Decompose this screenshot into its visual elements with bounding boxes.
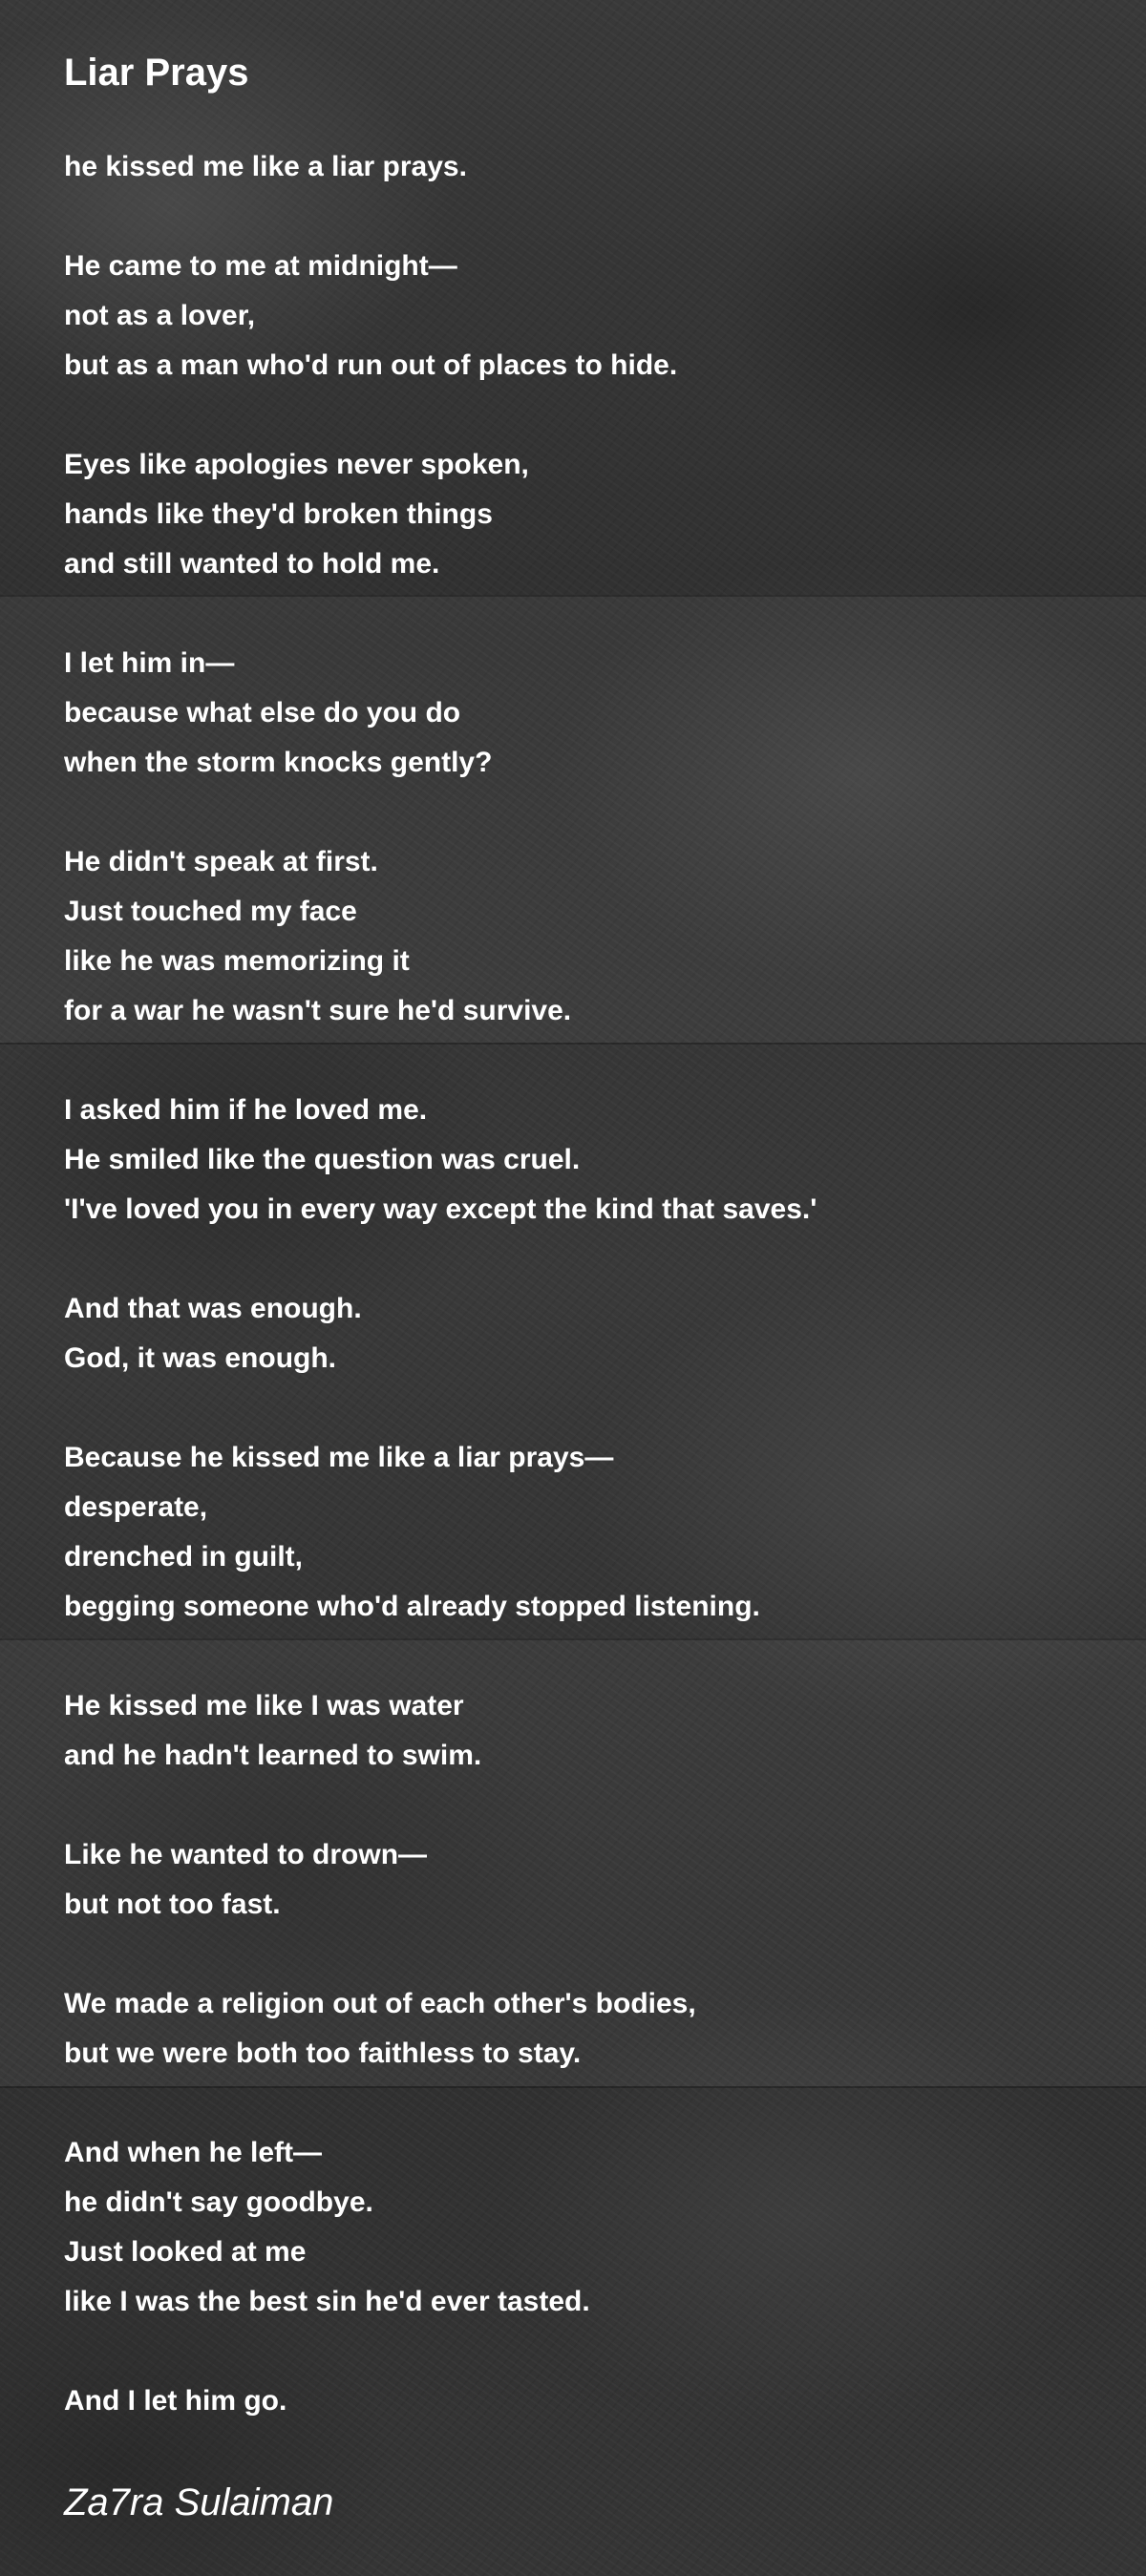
stanza xyxy=(64,440,1095,589)
poem-line: Like he wanted to drown— xyxy=(64,1839,428,1870)
poem-line: and he hadn't learned to swim. xyxy=(64,1740,482,1771)
poem-line: he kissed me like a liar prays. xyxy=(64,151,467,182)
poem-content xyxy=(64,46,1095,2529)
poem-author: Za7ra Sulaiman xyxy=(64,2481,334,2523)
poem-line: drenched in guilt, xyxy=(64,1541,304,1573)
stanza xyxy=(64,2128,1095,2327)
poem-line: I let him in— xyxy=(64,647,235,679)
poem-line: I asked him if he loved me. xyxy=(64,1094,428,1126)
poem-line: He kissed me like I was water xyxy=(64,1690,464,1721)
poem-line: but we were both too faithless to stay. xyxy=(64,2038,582,2069)
poem-line: Eyes like apologies never spoken, xyxy=(64,449,529,480)
poem-line: and still wanted to hold me. xyxy=(64,548,440,580)
poem-line: And that was enough. xyxy=(64,1293,362,1324)
poem-line: He didn't speak at first. xyxy=(64,846,378,877)
poem-line: 'I've loved you in every way except the kind that saves.' xyxy=(64,1193,817,1225)
poem-line: for a war he wasn't sure he'd survive. xyxy=(64,995,572,1026)
stanza xyxy=(64,639,1095,788)
stanza xyxy=(64,1086,1095,1235)
poem-line: Just looked at me xyxy=(64,2236,307,2268)
stanza xyxy=(64,242,1095,391)
stanza xyxy=(64,1433,1095,1632)
stanza xyxy=(64,142,1095,192)
poem-line: He came to me at midnight— xyxy=(64,250,457,282)
poem-line: hands like they'd broken things xyxy=(64,498,493,530)
poem-line: but as a man who'd run out of places to hide. xyxy=(64,349,678,381)
poem-title: Liar Prays xyxy=(64,52,249,94)
poem-line: Because he kissed me like a liar prays— xyxy=(64,1442,614,1473)
stanza xyxy=(64,1979,1095,2079)
stanza xyxy=(64,2376,1095,2426)
poem-body xyxy=(64,142,1095,2426)
poem-line: desperate, xyxy=(64,1491,208,1523)
poem-line: like I was the best sin he'd ever tasted. xyxy=(64,2286,590,2317)
poem-line: He smiled like the question was cruel. xyxy=(64,1144,581,1175)
stanza xyxy=(64,837,1095,1036)
stanza xyxy=(64,1830,1095,1930)
poem-line: And when he left— xyxy=(64,2137,322,2168)
poem-line: but not too fast. xyxy=(64,1889,281,1920)
poem-line: like he was memorizing it xyxy=(64,945,410,977)
poem-line: And I let him go. xyxy=(64,2385,287,2417)
stanza xyxy=(64,1284,1095,1383)
poem-line: because what else do you do xyxy=(64,697,461,728)
poem-line: begging someone who'd already stopped listening. xyxy=(64,1591,760,1622)
stanza xyxy=(64,1681,1095,1781)
poem-line: he didn't say goodbye. xyxy=(64,2186,373,2218)
poem-line: not as a lover, xyxy=(64,300,256,331)
poem-line: We made a religion out of each other's bodies, xyxy=(64,1988,696,2019)
poem-line: God, it was enough. xyxy=(64,1342,336,1374)
poem-line: when the storm knocks gently? xyxy=(64,747,493,778)
poem-line: Just touched my face xyxy=(64,896,357,927)
